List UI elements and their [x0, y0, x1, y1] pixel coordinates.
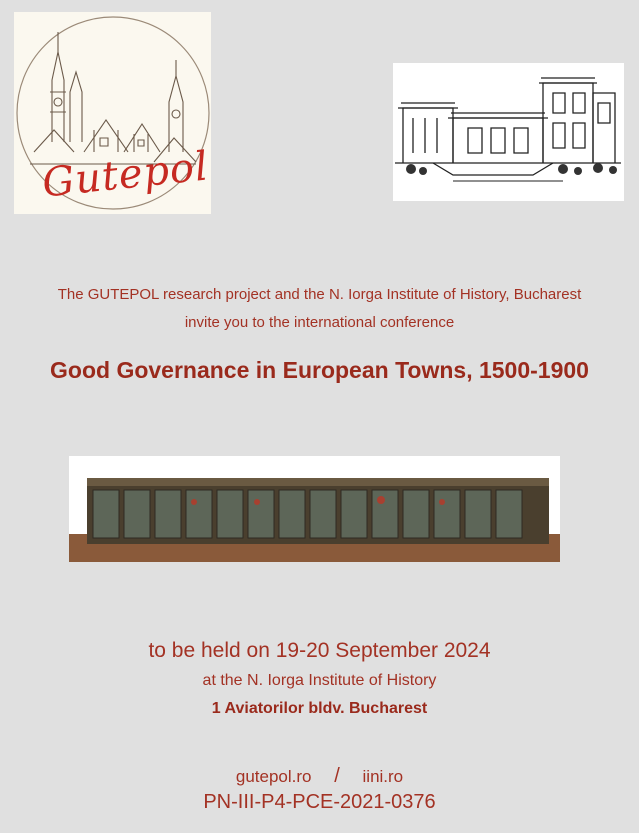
- building-sketch-icon: [393, 63, 624, 201]
- grant-code: PN-III-P4-PCE-2021-0376: [203, 791, 436, 813]
- event-date: to be held on 19-20 September 2024: [148, 639, 491, 662]
- wooden-box-icon: [69, 456, 560, 562]
- link-separator: /: [334, 765, 340, 787]
- institute-building-image: [393, 63, 624, 201]
- invitation-line-2: invite you to the international conference: [184, 314, 455, 331]
- gutepol-logo: [14, 12, 211, 214]
- website-links: [0, 765, 639, 788]
- event-address: 1 Aviatorilor bldv. Bucharest: [211, 700, 428, 717]
- ballot-box-photo: [69, 456, 560, 562]
- gutepol-link[interactable]: gutepol.ro: [235, 767, 312, 786]
- invitation-line-1: The GUTEPOL research project and the N. Iorga Institute of History, Bucharest: [57, 286, 582, 303]
- iini-link[interactable]: iini.ro: [362, 767, 404, 786]
- event-venue: at the N. Iorga Institute of History: [202, 672, 437, 689]
- conference-title: Good Governance in European Towns, 1500-1900: [50, 357, 589, 383]
- logo-wordmark: Gutepol: [40, 143, 211, 207]
